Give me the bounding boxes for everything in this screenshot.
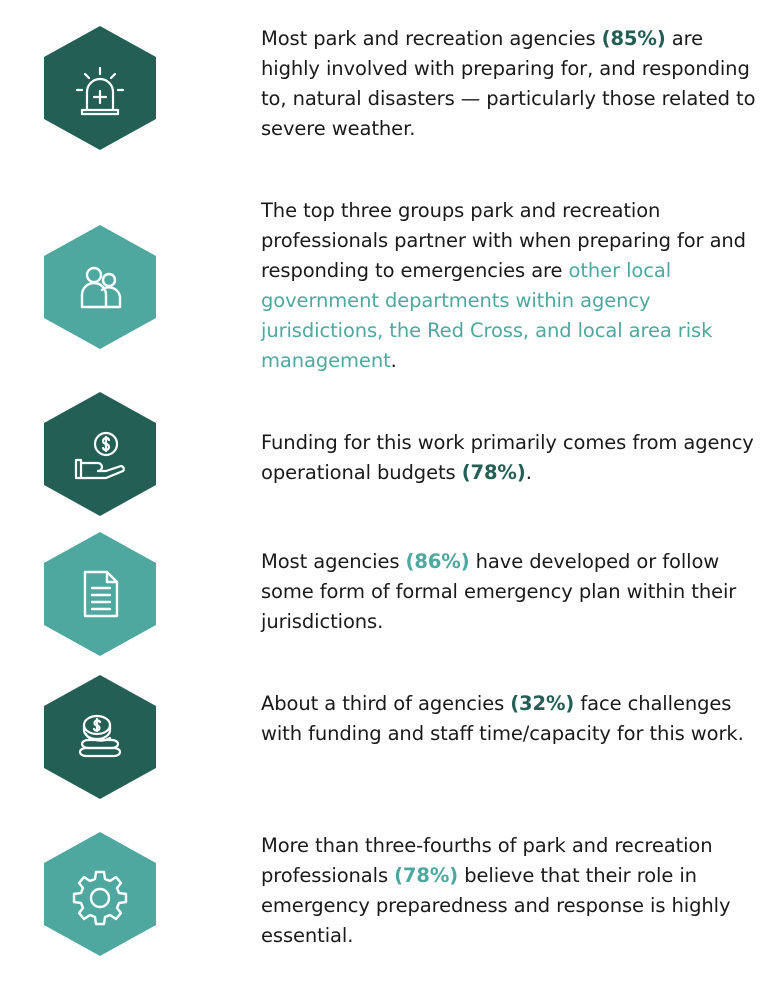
stat-highlight: (32%) — [510, 692, 575, 715]
gear-icon — [64, 858, 136, 930]
people-icon — [64, 251, 136, 323]
hexagon-badge — [44, 26, 156, 150]
hand-coin-icon — [64, 418, 136, 490]
stat-text: More than three-fourths of park and recreation professionals (78%) believe that their role in emergency preparedness and response is highly essential. — [261, 834, 731, 947]
stat-text: Most agencies (86%) have developed or follow some form of formal emergency plan within their jurisdictions. — [261, 550, 737, 633]
alarm-siren-icon — [64, 52, 136, 124]
hexagon-badge — [44, 532, 156, 656]
stat-highlight: (78%) — [461, 461, 526, 484]
hexagon-badge — [44, 832, 156, 956]
stat-text: Funding for this work primarily comes from agency operational budgets (78%). — [261, 431, 754, 484]
hexagon-badge — [44, 392, 156, 516]
stat-highlight: (78%) — [394, 864, 459, 887]
stat-text: About a third of agencies (32%) face challenges with funding and staff time/capacity for this work. — [261, 692, 744, 745]
document-icon — [64, 558, 136, 630]
stat-highlight: (86%) — [405, 550, 470, 573]
stat-text: Most park and recreation agencies (85%) are highly involved with preparing for, and responding to, natural disasters — particularly those related to severe weather. — [261, 27, 756, 140]
hexagon-badge — [44, 225, 156, 349]
stat-text: The top three groups park and recreation professionals partner with when preparing for and responding to emergencies are other local government departments within agency jurisdictions, the Red Cross, and local area risk management. — [261, 199, 746, 372]
hexagon-badge — [44, 675, 156, 799]
coin-stack-icon — [64, 701, 136, 773]
stat-highlight: (85%) — [601, 27, 666, 50]
stat-highlight: other local government departments within agency jurisdictions, the Red Cross, and local area risk management — [261, 259, 713, 372]
